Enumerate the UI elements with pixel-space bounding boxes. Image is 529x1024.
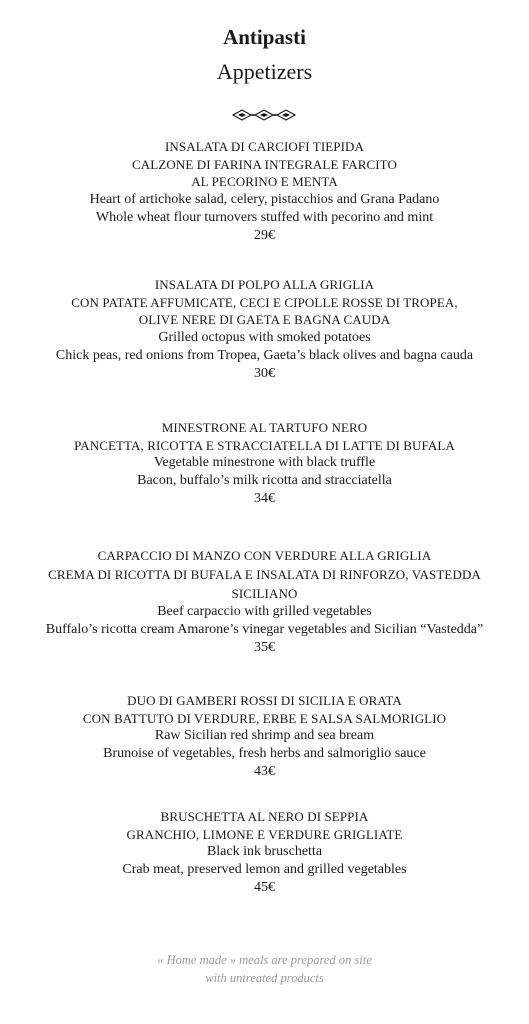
dish-italian-name: CREMA DI RICOTTA DI BUFALA E INSALATA DI RINFORZO, VASTEDDA — [48, 567, 481, 582]
footer-note-line: with untreated products — [205, 971, 324, 985]
dish-italian-name: INSALATA DI POLPO ALLA GRIGLIA — [154, 277, 375, 292]
menu-item — [0, 808, 529, 897]
dish-italian-name: GRANCHIO, LIMONE E VERDURE GRIGLIATE — [126, 826, 403, 842]
menu-item — [0, 546, 529, 657]
dish-price: 43€ — [254, 764, 275, 779]
dish-price: 30€ — [254, 365, 275, 381]
dish-italian-name: CON BATTUTO DI VERDURE, ERBE E SALSA SALMORIGLIO — [82, 710, 447, 726]
dish-italian-name: PANCETTA, RICOTTA E STRACCIATELLA DI LATTE DI BUFALA — [74, 437, 455, 453]
dish-english-description: Beef carpaccio with grilled vegetables — [157, 604, 372, 619]
dish-italian-name: BRUSCHETTA AL NERO DI SEPPIA — [160, 809, 369, 824]
dish-english-description: Crab meat, preserved lemon and grilled vegetables — [122, 862, 407, 877]
dish-english-description: Bacon, buffalo’s milk ricotta and stracciatella — [137, 473, 392, 488]
dish-italian-name: CARPACCIO DI MANZO CON VERDURE ALLA GRIGLIA — [97, 548, 432, 563]
dish-english-description: Raw Sicilian red shrimp and sea bream — [154, 728, 375, 743]
footer-note-line: « Home made » meals are prepared on site — [157, 953, 372, 967]
menu-item — [0, 692, 529, 781]
menu-item — [0, 276, 529, 383]
dish-italian-name: MINESTRONE AL TARTUFO NERO — [161, 420, 368, 435]
dish-italian-name: CON PATATE AFFUMICATE, CECI E CIPOLLE ROSSE DI TROPEA, — [71, 294, 458, 310]
dish-italian-name: DUO DI GAMBERI ROSSI DI SICILIA E ORATA — [127, 693, 402, 708]
menu-section-subtitle: Appetizers — [216, 59, 313, 84]
dish-english-description: Whole wheat flour turnovers stuffed with pecorino and mint — [95, 209, 434, 225]
dish-english-description: Black ink bruschetta — [206, 844, 323, 859]
dish-english-description: Buffalo’s ricotta cream Amarone’s vinegar vegetables and Sicilian “Vastedda” — [45, 622, 484, 637]
dish-price: 35€ — [254, 640, 275, 655]
dish-english-description: Grilled octopus with smoked potatoes — [158, 329, 371, 345]
menu-item — [0, 419, 529, 508]
dish-price: 45€ — [254, 880, 275, 895]
dish-italian-name: AL PECORINO E MENTA — [191, 174, 338, 189]
diamond-ornament-icon — [231, 108, 299, 122]
dish-english-description: Vegetable minestrone with black truffle — [153, 455, 376, 470]
dish-price: 34€ — [254, 491, 275, 506]
menu-item — [0, 138, 529, 245]
menu-section-title: Antipasti — [223, 25, 306, 49]
footer-note — [0, 951, 529, 987]
dish-english-description: Brunoise of vegetables, fresh herbs and salmoriglio sauce — [103, 746, 426, 761]
dish-italian-name: OLIVE NERE DI GAETA E BAGNA CAUDA — [138, 312, 391, 327]
dish-english-description: Chick peas, red onions from Tropea, Gaeta’s black olives and bagna cauda — [55, 347, 474, 363]
dish-italian-name: SICILIANO — [231, 586, 298, 601]
dish-italian-name: CALZONE DI FARINA INTEGRALE FARCITO — [132, 156, 397, 172]
dish-english-description: Heart of artichoke salad, celery, pistacchios and Grana Padano — [89, 191, 440, 207]
dish-price: 29€ — [254, 227, 275, 243]
dish-italian-name: INSALATA DI CARCIOFI TIEPIDA — [164, 139, 365, 154]
